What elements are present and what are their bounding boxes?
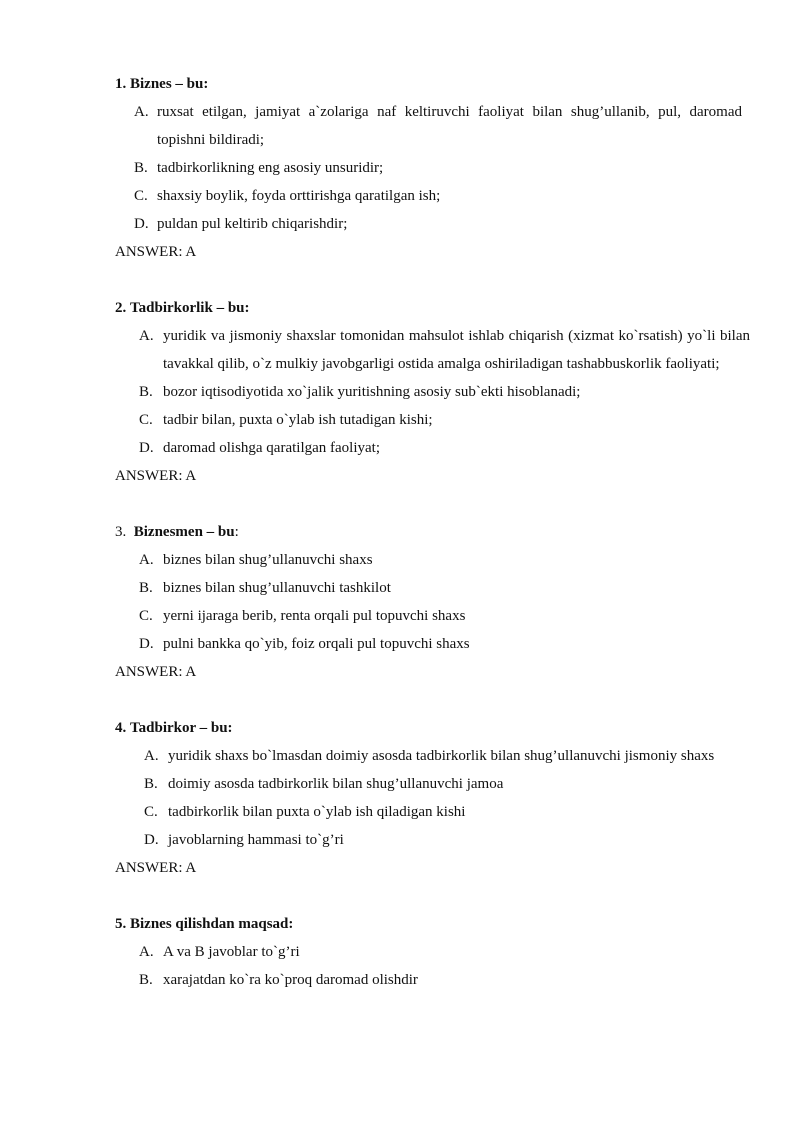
document-page [0, 70, 800, 1022]
option-d [0, 210, 800, 238]
question-title [0, 70, 800, 98]
option-text: xarajatdan ko`ra ko`proq daromad olishdir [163, 972, 418, 988]
option-letter: A. [144, 748, 159, 764]
option-d [0, 434, 800, 462]
question-1 [0, 70, 800, 266]
options-list [0, 938, 800, 994]
option-a [0, 938, 800, 966]
question-number: 3. [115, 524, 127, 540]
option-text: tadbir bilan, puxta o`ylab ish tutadigan kishi; [163, 412, 433, 428]
option-text: doimiy asosda tadbirkorlik bilan shug’ullanuvchi jamoa [168, 776, 504, 792]
option-text: daromad olishga qaratilgan faoliyat; [163, 440, 381, 456]
option-letter: D. [134, 216, 149, 232]
option-letter: B. [134, 160, 148, 176]
question-text: Biznes – bu: [130, 76, 209, 92]
option-b [0, 154, 800, 182]
option-text: tadbirkorlikning eng asosiy unsuridir; [157, 160, 384, 176]
question-number: 2. [115, 300, 127, 316]
question-title [0, 714, 800, 742]
option-letter: A. [134, 104, 149, 120]
option-b [0, 770, 800, 798]
option-letter: C. [144, 804, 158, 820]
options-list [0, 546, 800, 658]
option-text: javoblarning hammasi to`g’ri [168, 832, 344, 848]
option-text: A va B javoblar to`g’ri [163, 944, 300, 960]
option-text: biznes bilan shug’ullanuvchi tashkilot [163, 580, 391, 596]
option-text: puldan pul keltirib chiqarishdir; [157, 216, 348, 232]
option-a [0, 98, 800, 154]
answer-line: ANSWER: A [115, 664, 197, 680]
option-c [0, 406, 800, 434]
question-number: 5. [115, 916, 127, 932]
option-text: yuridik shaxs bo`lmasdan doimiy asosda tadbirkorlik bilan shug’ullanuvchi jismoniy shaxs [168, 748, 715, 764]
option-letter: B. [144, 776, 158, 792]
question-2 [0, 294, 800, 490]
option-b [0, 966, 800, 994]
option-text: shaxsiy boylik, foyda orttirishga qaratilgan ish; [157, 188, 441, 204]
option-letter: B. [139, 384, 153, 400]
option-b [0, 378, 800, 406]
option-text: pulni bankka qo`yib, foiz orqali pul topuvchi shaxs [163, 636, 470, 652]
option-letter: C. [139, 608, 153, 624]
option-letter: A. [139, 944, 154, 960]
option-letter: D. [139, 636, 154, 652]
question-5 [0, 910, 800, 994]
question-4 [0, 714, 800, 882]
option-b [0, 574, 800, 602]
question-text: Tadbirkor – bu: [130, 720, 233, 736]
question-title [0, 910, 800, 938]
option-d [0, 826, 800, 854]
question-title [0, 518, 800, 546]
option-a [0, 742, 800, 770]
question-title [0, 294, 800, 322]
option-text: tadbirkorlik bilan puxta o`ylab ish qiladigan kishi [168, 804, 466, 820]
option-c [0, 798, 800, 826]
option-text: yuridik va jismoniy shaxslar tomonidan mahsulot ishlab chiqarish (xizmat ko`rsatish) yo`li bilan tavakkal qilib, o`z mulkiy javobgarligi ostida amalga oshiriladigan tashabbuskorlik faoliyati; [163, 328, 750, 372]
answer-line: ANSWER: A [115, 860, 197, 876]
question-text: Tadbirkorlik – bu: [130, 300, 250, 316]
option-c [0, 182, 800, 210]
option-letter: D. [139, 440, 154, 456]
question-3 [0, 518, 800, 686]
option-a [0, 546, 800, 574]
option-d [0, 630, 800, 658]
option-letter: C. [139, 412, 153, 428]
question-colon: : [234, 524, 239, 540]
question-number: 4. [115, 720, 127, 736]
option-letter: C. [134, 188, 148, 204]
option-a [0, 322, 800, 378]
option-letter: A. [139, 552, 154, 568]
options-list [0, 98, 800, 238]
answer-line: ANSWER: A [115, 244, 197, 260]
option-text: ruxsat etilgan, jamiyat a`zolariga naf keltiruvchi faoliyat bilan shug’ullanib, pul, daromad topishni bildiradi; [157, 104, 742, 148]
answer-line: ANSWER: A [115, 468, 197, 484]
option-letter: A. [139, 328, 154, 344]
option-letter: D. [144, 832, 159, 848]
option-text: yerni ijaraga berib, renta orqali pul topuvchi shaxs [163, 608, 466, 624]
option-text: bozor iqtisodiyotida xo`jalik yuritishning asosiy sub`ekti hisoblanadi; [163, 384, 581, 400]
options-list [0, 742, 800, 854]
options-list [0, 322, 800, 462]
question-number: 1. [115, 76, 127, 92]
option-letter: B. [139, 972, 153, 988]
option-letter: B. [139, 580, 153, 596]
option-text: biznes bilan shug’ullanuvchi shaxs [163, 552, 373, 568]
question-text: Biznesmen – bu [133, 524, 235, 540]
question-text: Biznes qilishdan maqsad: [130, 916, 294, 932]
option-c [0, 602, 800, 630]
